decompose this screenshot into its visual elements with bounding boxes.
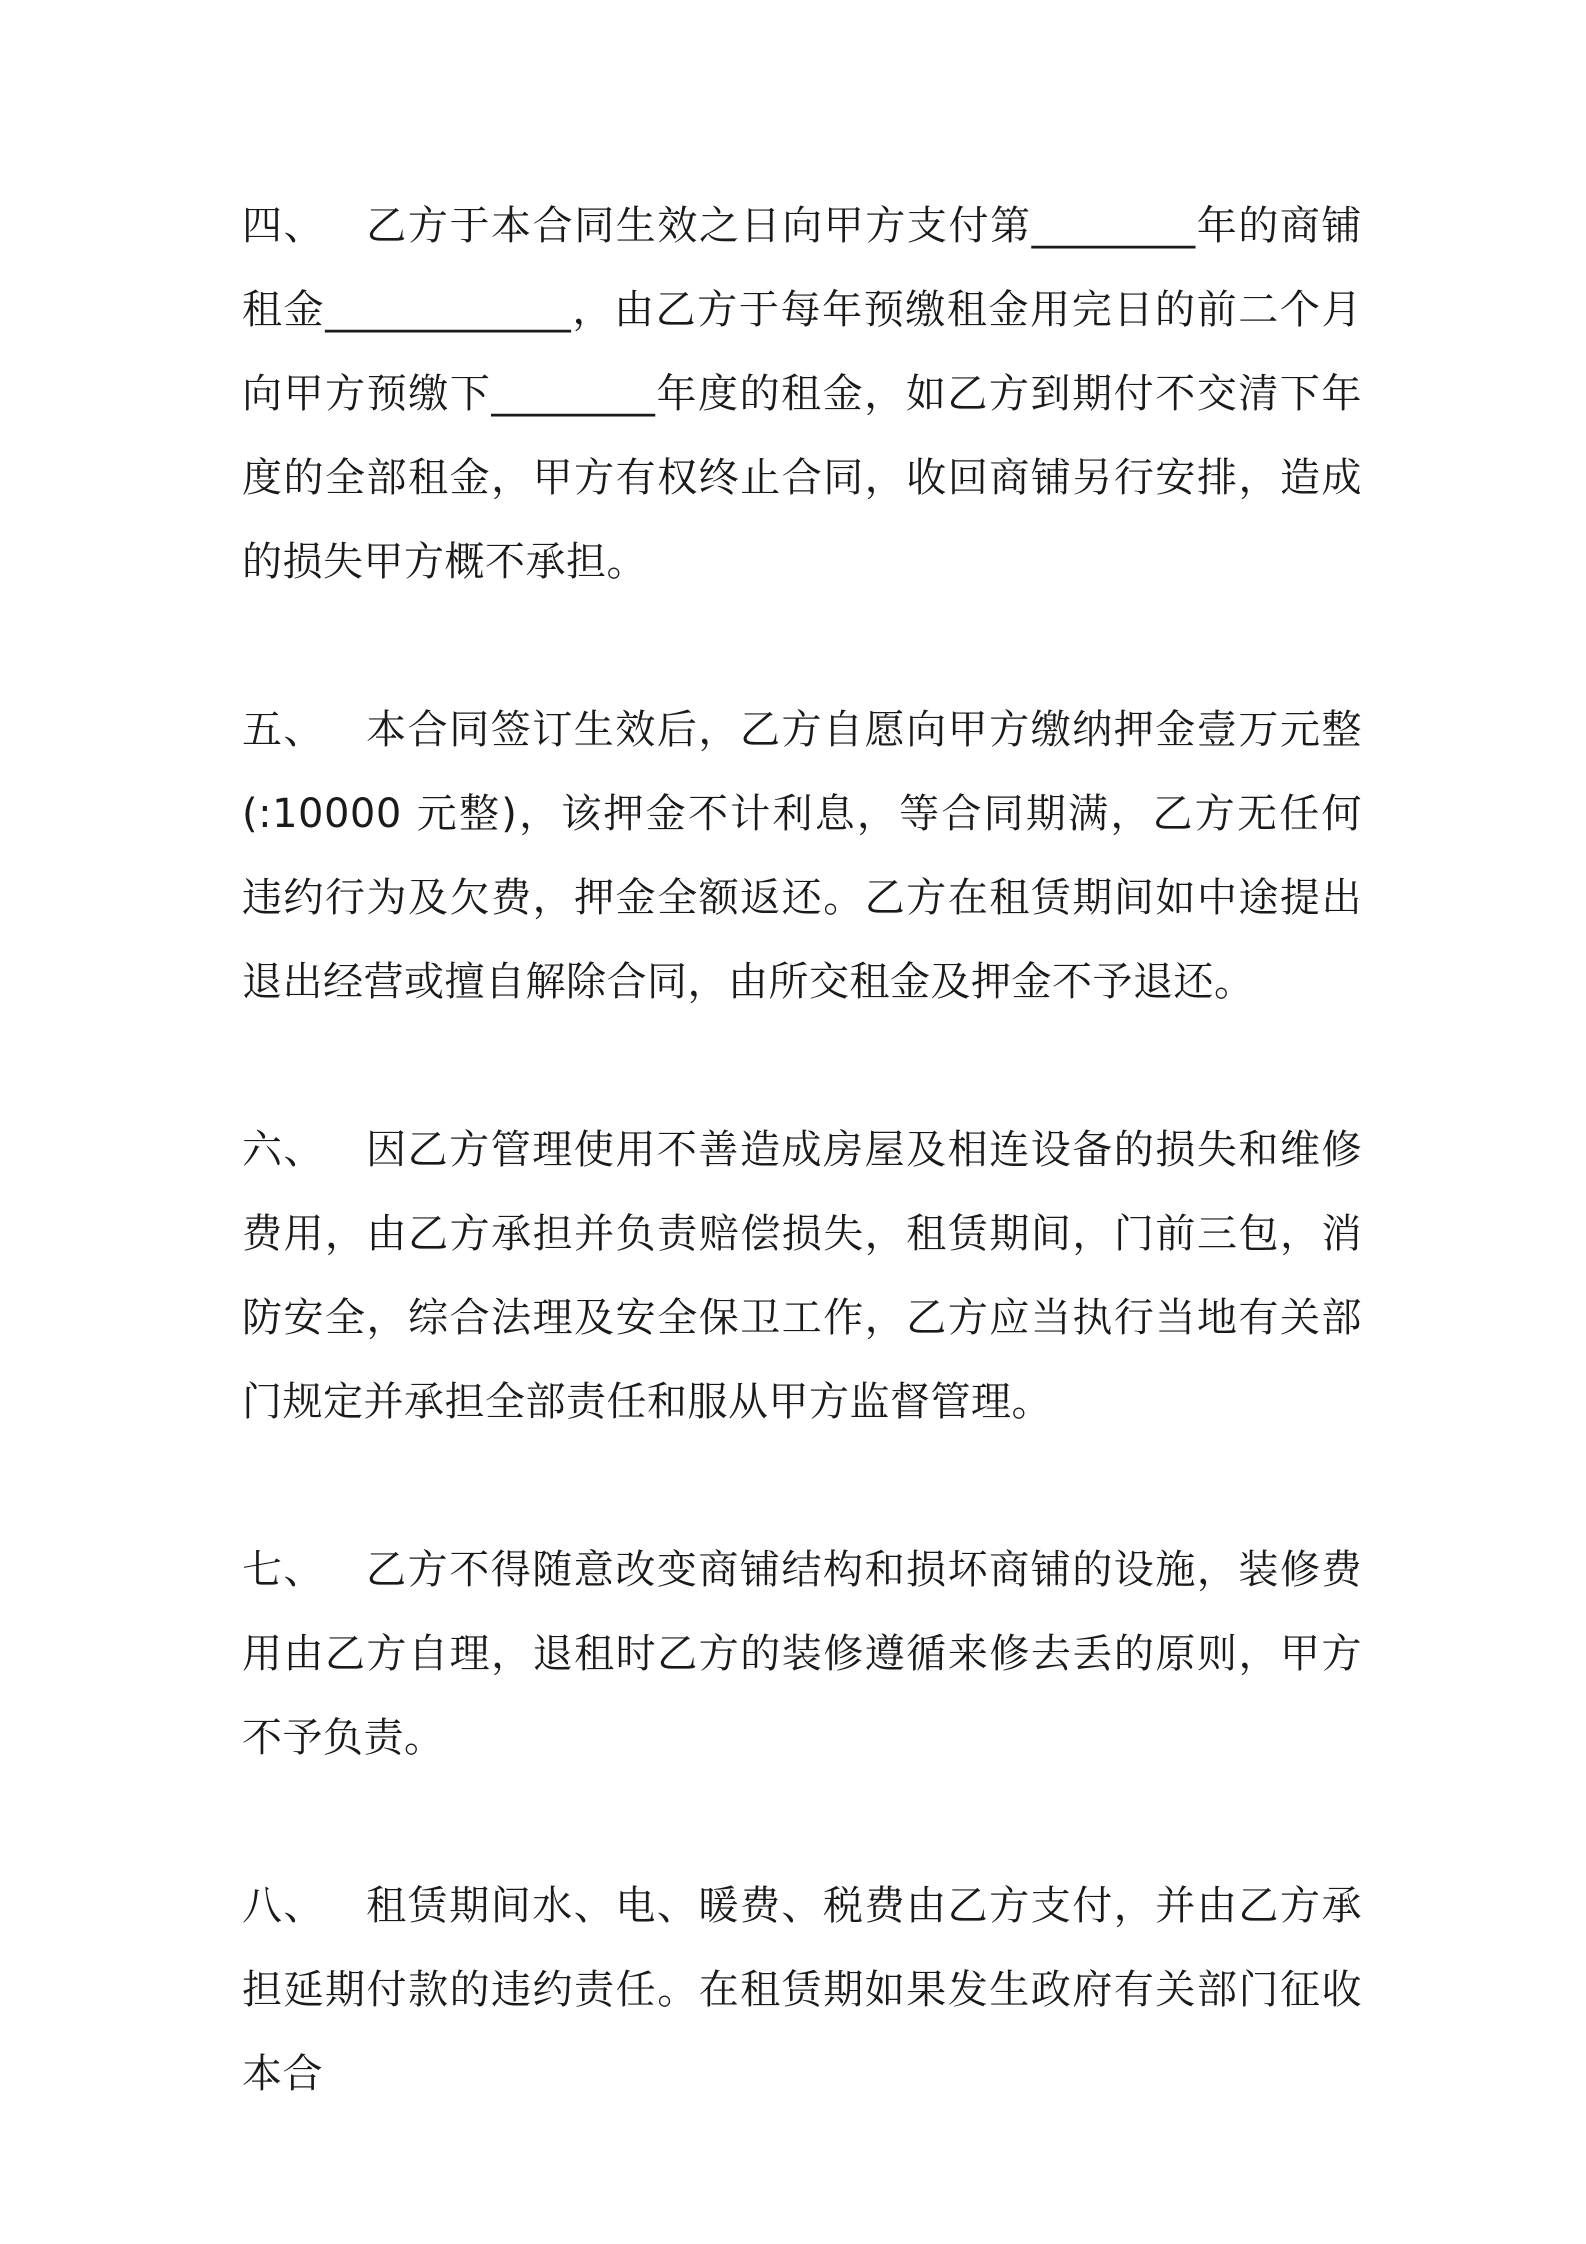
clause-text: 乙方于本合同生效之日向甲方支付第________年的商铺租金____________，由乙方于每年预缴租金用完日的前二个月向甲方预缴下________年度的租金，如乙方到期付不交清下年度的全部租金，甲方有权终止合同，收回商铺另行安排，造成的损失甲方概不承担。 bbox=[242, 203, 1363, 585]
clause-number: 六、 bbox=[242, 1127, 326, 1173]
clause-text: 因乙方管理使用不善造成房屋及相连设备的损失和维修费用，由乙方承担并负责赔偿损失，租赁期间，门前三包，消防安全，综合法理及安全保卫工作，乙方应当执行当地有关部门规定并承担全部责任和服从甲方监督管理。 bbox=[242, 1127, 1363, 1425]
clause-text: 乙方不得随意改变商铺结构和损坏商铺的设施，装修费用由乙方自理，退租时乙方的装修遵循来修去丢的原则，甲方不予负责。 bbox=[242, 1547, 1363, 1761]
clause-text: 本合同签订生效后，乙方自愿向甲方缴纳押金壹万元整(:10000 元整)，该押金不计利息，等合同期满，乙方无任何违约行为及欠费，押金全额返还。乙方在租赁期间如中途提出退出经营或擅自解除合同，由所交租金及押金不予退还。 bbox=[242, 707, 1363, 1005]
clause-6 bbox=[242, 1108, 1362, 1444]
clause-8 bbox=[242, 1864, 1362, 2116]
clause-text: 租赁期间水、电、暖费、税费由乙方支付，并由乙方承担延期付款的违约责任。在租赁期如果发生政府有关部门征收本合 bbox=[242, 1883, 1363, 2097]
clause-number: 五、 bbox=[242, 707, 326, 753]
clause-number: 七、 bbox=[242, 1547, 326, 1593]
clause-number: 四、 bbox=[242, 203, 326, 249]
clause-4 bbox=[242, 184, 1362, 604]
clause-5 bbox=[242, 688, 1362, 1024]
clause-7 bbox=[242, 1528, 1362, 1780]
clause-number: 八、 bbox=[242, 1883, 326, 1929]
contract-body bbox=[242, 184, 1362, 2116]
